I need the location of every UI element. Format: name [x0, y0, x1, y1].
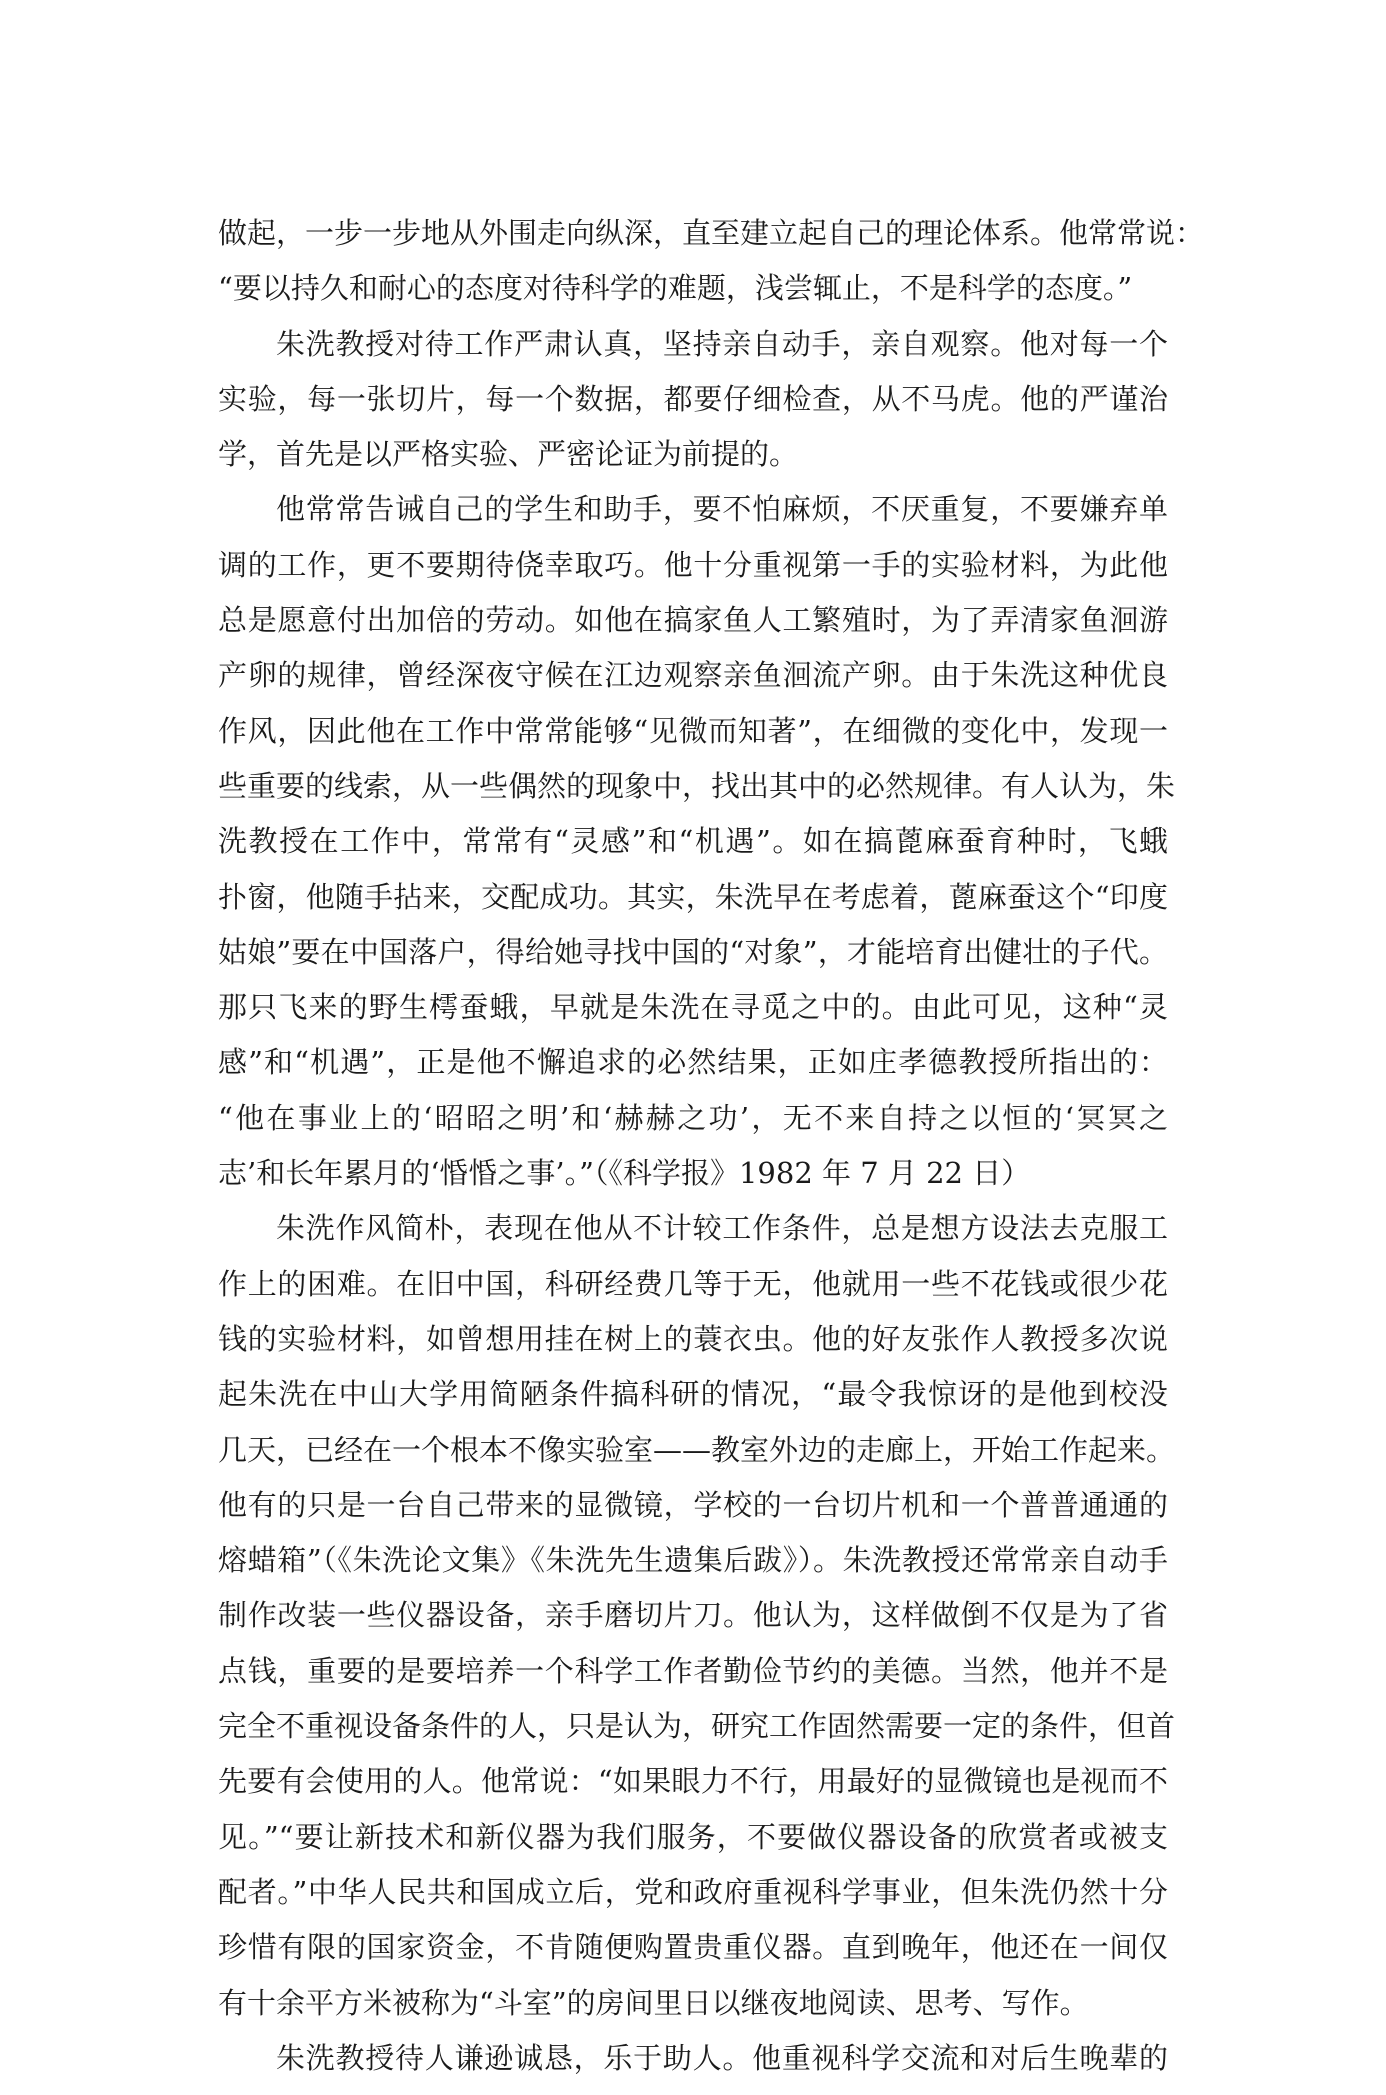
text-line: 作上的困难。在旧中国，科研经费几等于无，他就用一些不花钱或很少花: [218, 1266, 1168, 1301]
text-line: 熔蜡箱”（《朱洗论文集》《朱洗先生遗集后跋》）。朱洗教授还常常亲自动手: [218, 1543, 1168, 1578]
text-line: 有十余平方米被称为“斗室”的房间里日以继夜地阅读、思考、写作。: [218, 1985, 1089, 2020]
paragraph-first-line: 朱洗教授待人谦逊诚恳，乐于助人。他重视科学交流和对后生晚辈的: [276, 2040, 1168, 2075]
text-line: 制作改装一些仪器设备，亲手磨切片刀。他认为，这样做倒不仅是为了省: [218, 1598, 1168, 1633]
text-line: 扑窗，他随手拈来，交配成功。其实，朱洗早在考虑着，蓖麻蚕这个“印度: [218, 879, 1168, 914]
text-line: 那只飞来的野生樗蚕蛾，早就是朱洗在寻觅之中的。由此可见，这种“灵: [218, 990, 1168, 1025]
body-text: [218, 206, 1205, 2086]
paragraph-first-line: 朱洗教授对待工作严肃认真，坚持亲自动手，亲自观察。他对每一个: [276, 326, 1168, 361]
text-line: 洗教授在工作中，常常有“灵感”和“机遇”。如在搞蓖麻蚕育种时，飞蛾: [218, 824, 1168, 859]
text-line: 做起，一步一步地从外围走向纵深，直至建立起自己的理论体系。他常常说：: [218, 216, 1205, 250]
paragraph-first-line: 他常常告诫自己的学生和助手，要不怕麻烦，不厌重复，不要嫌弃单: [276, 492, 1168, 527]
text-line: 起朱洗在中山大学用简陋条件搞科研的情况，“最令我惊讶的是他到校没: [218, 1377, 1168, 1412]
text-line: 调的工作，更不要期待侥幸取巧。他十分重视第一手的实验材料，为此他: [218, 547, 1168, 582]
text-line: “他在事业上的‘昭昭之明’和‘赫赫之功’，无不来自持之以恒的‘冥冥之: [218, 1100, 1168, 1135]
text-line: 产卵的规律，曾经深夜守候在江边观察亲鱼洄流产卵。由于朱洗这种优良: [218, 658, 1168, 693]
text-line: 他有的只是一台自己带来的显微镜，学校的一台切片机和一个普普通通的: [218, 1487, 1168, 1522]
text-line: 作风，因此他在工作中常常能够“见微而知著”，在细微的变化中，发现一: [218, 713, 1168, 748]
text-line: 实验，每一张切片，每一个数据，都要仔细检查，从不马虎。他的严谨治: [218, 381, 1168, 416]
text-line: 志’和长年累月的‘惛惛之事’。”（《科学报》1982 年 7 月 22 日）: [218, 1156, 1031, 1191]
text-line: 先要有会使用的人。他常说：“如果眼力不行，用最好的显微镜也是视而不: [218, 1764, 1168, 1799]
text-line: 学，首先是以严格实验、严密论证为前提的。: [218, 437, 799, 472]
text-line: 钱的实验材料，如曾想用挂在树上的蓑衣虫。他的好友张作人教授多次说: [218, 1321, 1168, 1356]
text-line: 珍惜有限的国家资金，不肯随便购置贵重仪器。直到晚年，他还在一间仅: [218, 1930, 1168, 1965]
text-line: 感”和“机遇”，正是他不懈追求的必然结果，正如庄孝德教授所指出的：: [218, 1045, 1168, 1080]
text-line: 见。”“要让新技术和新仪器为我们服务，不要做仪器设备的欣赏者或被支: [218, 1819, 1168, 1854]
text-line: 些重要的线索，从一些偶然的现象中，找出其中的必然规律。有人认为，朱: [218, 768, 1176, 803]
text-line: 配者。”中华人民共和国成立后，党和政府重视科学事业，但朱洗仍然十分: [218, 1874, 1168, 1909]
text-line: 完全不重视设备条件的人，只是认为，研究工作固然需要一定的条件，但首: [218, 1709, 1176, 1744]
text-line: 几天，已经在一个根本不像实验室——教室外边的走廊上，开始工作起来。: [218, 1432, 1176, 1467]
text-line: 总是愿意付出加倍的劳动。如他在搞家鱼人工繁殖时，为了弄清家鱼洄游: [218, 603, 1168, 638]
paragraph-first-line: 朱洗作风简朴，表现在他从不计较工作条件，总是想方设法去克服工: [276, 1211, 1168, 1246]
text-line: 点钱，重要的是要培养一个科学工作者勤俭节约的美德。当然，他并不是: [218, 1653, 1168, 1688]
text-line: 姑娘”要在中国落户，得给她寻找中国的“对象”，才能培育出健壮的子代。: [218, 934, 1168, 969]
text-line: “要以持久和耐心的态度对待科学的难题，浅尝辄止，不是科学的态度。”: [218, 271, 1133, 306]
